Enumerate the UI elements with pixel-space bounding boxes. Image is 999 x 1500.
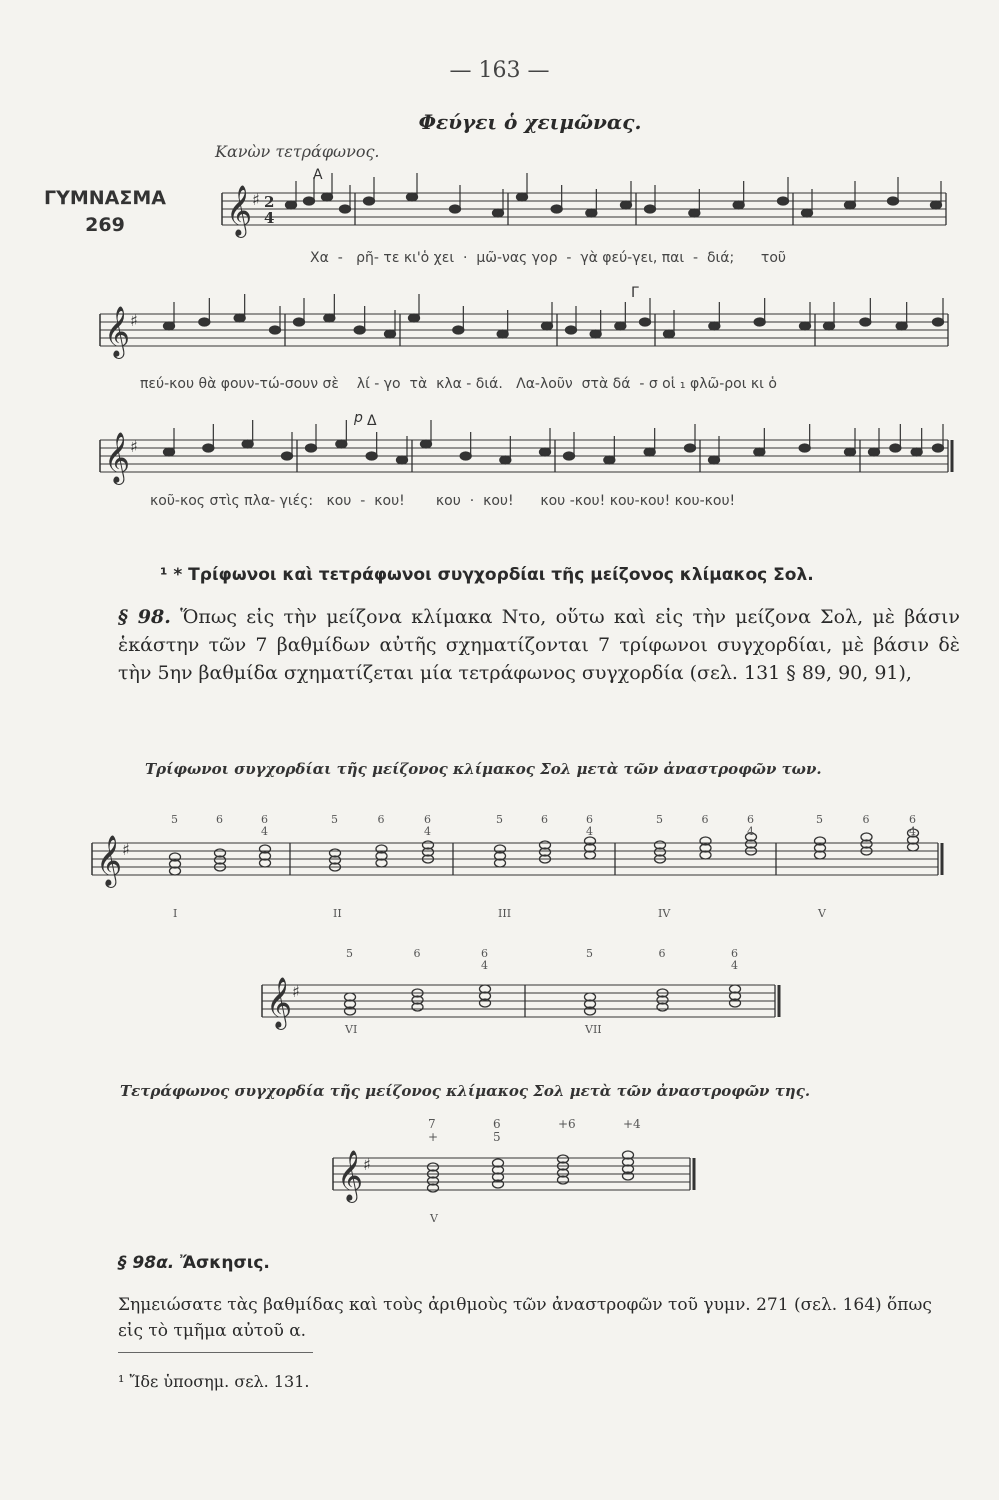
note-head [340, 205, 351, 213]
note-head [802, 209, 813, 217]
rehearsal-letter-a: Α [313, 167, 323, 183]
figure-label: 6 [424, 813, 431, 826]
footnote: ¹ Ἴδε ὑποσημ. σελ. 131. [118, 1372, 310, 1391]
note-head [397, 456, 408, 464]
treble-clef-icon: 𝄞 [266, 977, 293, 1028]
note-head [500, 456, 511, 464]
note-head [933, 318, 944, 326]
figure-label: 6 [701, 813, 709, 826]
note-head [564, 452, 575, 460]
footnote-rule [118, 1352, 313, 1353]
figure-label: 4 [424, 825, 431, 838]
treble-clef-icon: 𝄞 [226, 185, 253, 236]
figure-label: 5 [331, 813, 338, 826]
exercise-label: ΓΥΜΝΑΣΜΑ [44, 187, 166, 209]
seventh-figure: 5 [493, 1130, 501, 1144]
figure-label: 6 [541, 813, 548, 826]
note-head [845, 448, 856, 456]
seventh-figure: 6 [493, 1117, 501, 1131]
exercise-text: Σημειώσατε τὰς βαθμίδας καὶ τοὺς ἀριθμοὺς τῶν ἀναστροφῶν τοῦ γυμν. 271 (σελ. 164) ὅπως εἰς τὸ τμῆμα αὐτοῦ α. [118, 1295, 932, 1341]
figure-label: 5 [171, 813, 178, 826]
note-head [460, 452, 471, 460]
seventh-figure: +6 [558, 1117, 576, 1131]
figure-label: 6 [747, 813, 754, 826]
note-head [824, 322, 835, 330]
triads-title: Τρίφωνοι συγχορδίαι τῆς μείζονος κλίμακος Σολ μετὰ τῶν ἀναστροφῶν των. [145, 760, 822, 778]
song-subtitle: Κανὼν τετράφωνος. [215, 142, 380, 161]
note-head [286, 201, 297, 209]
note-head [845, 201, 856, 209]
note-head [644, 448, 655, 456]
note-head [615, 322, 626, 330]
note-head [540, 448, 551, 456]
note-head [604, 456, 615, 464]
song-score [0, 0, 999, 560]
note-head [242, 440, 253, 448]
note-head [800, 322, 811, 330]
note-head [517, 193, 528, 201]
figure-label: 6 [216, 813, 223, 826]
note-head [453, 326, 464, 334]
figure-label: 6 [261, 813, 268, 826]
section-98-paragraph [118, 603, 960, 687]
note-head [322, 193, 333, 201]
figure-label: 4 [586, 825, 593, 838]
note-head [306, 444, 317, 452]
figure-label: 6 [658, 947, 666, 960]
note-head [621, 201, 632, 209]
note-head [493, 209, 504, 217]
note-head [586, 209, 597, 217]
note-head [409, 314, 420, 322]
note-head [754, 448, 765, 456]
note-head [890, 444, 901, 452]
figure-label: 6 [731, 947, 738, 960]
note-head [860, 318, 871, 326]
note-head [709, 322, 720, 330]
treble-clef-icon: 𝄞 [96, 835, 123, 886]
triads-score [0, 795, 999, 1055]
note-head [778, 197, 789, 205]
degree-label: I [173, 907, 178, 920]
song-title: Φεύγει ὁ χειμῶνας. [418, 110, 642, 134]
note-head [366, 452, 377, 460]
note-head [551, 205, 562, 213]
note-head [911, 448, 922, 456]
figure-label: 5 [656, 813, 663, 826]
lyrics-line-3: κοῦ-κος στὶς πλα- γιές: κου - κου! κου · κου! κου -κου! κου-κου! κου-κου! [150, 493, 736, 509]
note-head [689, 209, 700, 217]
sharp-icon: ♯ [130, 437, 138, 456]
sharp-icon: ♯ [252, 190, 260, 209]
note-head [304, 197, 315, 205]
note-head [542, 322, 553, 330]
figure-label: 6 [377, 813, 385, 826]
figure-label: 6 [481, 947, 488, 960]
seventh-figure: + [428, 1130, 439, 1144]
note-head [685, 444, 696, 452]
figure-label: 6 [862, 813, 870, 826]
degree-label: II [333, 907, 342, 920]
note-head [566, 326, 577, 334]
figure-label: 6 [413, 947, 421, 960]
note-head [336, 440, 347, 448]
figure-label: 5 [586, 947, 593, 960]
seventh-figure: +4 [623, 1117, 641, 1131]
figure-label: 6 [909, 813, 916, 826]
section-98-text: Ὅπως εἰς τὴν μείζονα κλίμακα Ντο, οὕτω καὶ εἰς τὴν μείζονα Σολ, μὲ βάσιν ἑκάστην τῶν 7 βαθμίδων αὐτῆς σχηματίζονται 7 τρίφωνοι συγχορδίαι, μὲ βάσιν δὲ τὴν 5ην βαθμίδα σχηματίζεται μία τετράφωνος συγχορδία (σελ. 131 § 89, 90, 91), [118, 606, 960, 684]
note-head [896, 322, 907, 330]
exercise-title: Ἄσκησις. [180, 1253, 270, 1273]
note-head [234, 314, 245, 322]
note-head [933, 444, 944, 452]
note-head [282, 452, 293, 460]
note-head [354, 326, 365, 334]
rehearsal-letter-d: Δ [367, 413, 377, 429]
figure-label: 4 [909, 825, 916, 838]
sharp-icon: ♯ [363, 1155, 371, 1174]
note-head [869, 448, 880, 456]
page-number: — 163 — [449, 58, 550, 83]
note-head [754, 318, 765, 326]
dynamic-piano: p [354, 410, 363, 426]
treble-clef-icon: 𝄞 [104, 306, 131, 357]
seventh-score [0, 1110, 999, 1230]
figure-label: 4 [261, 825, 268, 838]
note-head [164, 448, 175, 456]
figure-label: 4 [747, 825, 754, 838]
note-head [590, 330, 601, 338]
figure-label: 5 [496, 813, 503, 826]
degree-label: VI [345, 1023, 358, 1036]
degree-label: VII [585, 1023, 602, 1036]
figure-label: 4 [731, 959, 738, 972]
degree-label: IV [658, 907, 671, 920]
sharp-icon: ♯ [130, 311, 138, 330]
note-head [270, 326, 281, 334]
note-head [645, 205, 656, 213]
note-head [709, 456, 720, 464]
note-head [640, 318, 651, 326]
sharp-icon: ♯ [292, 982, 300, 1001]
treble-clef-icon: 𝄞 [337, 1150, 364, 1201]
sharp-icon: ♯ [122, 840, 130, 859]
rehearsal-letter-g: Γ [631, 285, 639, 301]
note-head [385, 330, 396, 338]
time-signature-bottom: 4 [264, 209, 275, 227]
note-head [799, 444, 810, 452]
note-head [164, 322, 175, 330]
note-head [888, 197, 899, 205]
note-head [733, 201, 744, 209]
figure-label: 4 [481, 959, 488, 972]
seventh-figure: 7 [428, 1117, 436, 1131]
note-head [450, 205, 461, 213]
lyrics-line-2: πεύ-κου θὰ φουν-τώ-σουν σὲ λί - γο τὰ κλα - διά. Λα-λοῦν στὰ δά - σ οἱ ₁ φλῶ-ροι κι ὁ [140, 376, 777, 392]
time-signature-top: 2 [264, 193, 275, 211]
exercise-heading [118, 1253, 270, 1273]
section-number: § 98. [118, 606, 171, 628]
figure-label: 5 [346, 947, 353, 960]
note-head [421, 440, 432, 448]
figure-label: 6 [586, 813, 593, 826]
note-head [294, 318, 305, 326]
exercise-section-number: § 98α. [118, 1253, 175, 1273]
note-head [199, 318, 210, 326]
figure-label: 5 [816, 813, 823, 826]
degree-label: III [498, 907, 512, 920]
treble-clef-icon: 𝄞 [104, 432, 131, 483]
seventh-degree-label: V [430, 1212, 438, 1225]
lyrics-line-1: Χα - ρῆ- τε κι'ὁ χει · μῶ-νας γορ - γὰ φεύ-γει, παι - διά; τοῦ [310, 250, 787, 266]
seventh-title: Τετράφωνος συγχορδία τῆς μείζονος κλίμακος Σολ μετὰ τῶν ἀναστροφῶν της. [120, 1082, 811, 1100]
degree-label: V [818, 907, 826, 920]
note-head [203, 444, 214, 452]
exercise-number: 269 [85, 213, 125, 236]
section-heading: ¹ * Τρίφωνοι καὶ τετράφωνοι συγχορδίαι τῆς μείζονος κλίμακος Σολ. [160, 565, 814, 585]
note-head [497, 330, 508, 338]
note-head [364, 197, 375, 205]
note-head [324, 314, 335, 322]
note-head [407, 193, 418, 201]
note-head [931, 201, 942, 209]
note-head [664, 330, 675, 338]
